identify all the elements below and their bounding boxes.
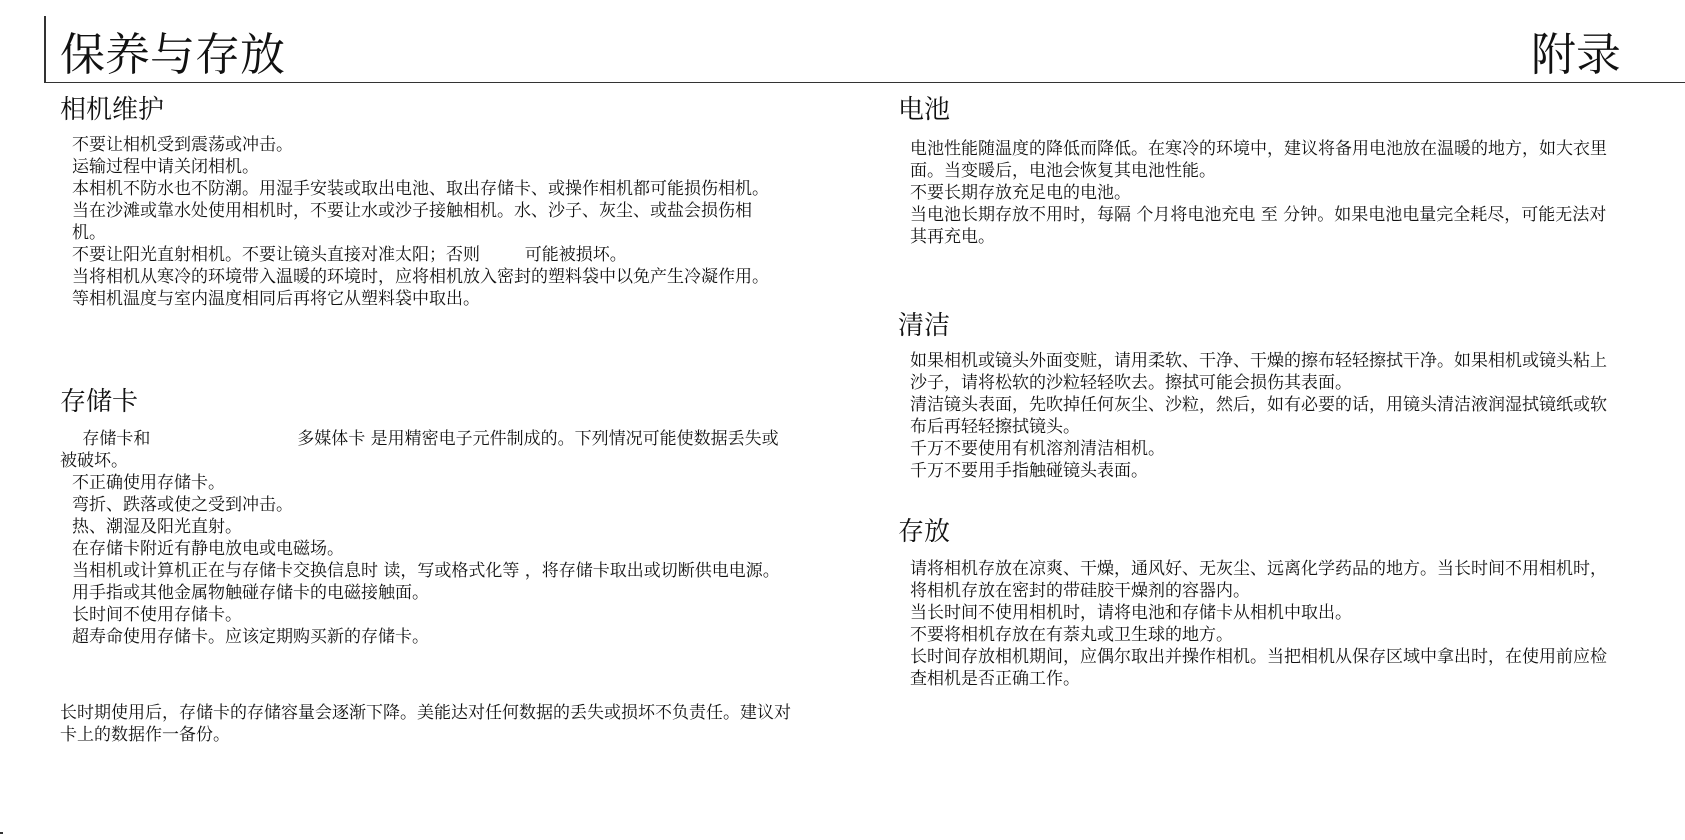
list-item: 当长时间不使用相机时，请将电池和存储卡从相机中取出。 <box>910 603 1352 623</box>
list-item: 在存储卡附近有静电放电或电磁场。 <box>72 539 344 559</box>
section-title-appendix: 附录 <box>1530 28 1621 81</box>
list-item: 当在沙滩或靠水处使用相机时，不要让水或沙子接触相机。水、沙子、灰尘、或盐会损伤相机。 <box>72 201 752 243</box>
battery-heading: 电池 <box>898 95 951 125</box>
list-item: 当相机或计算机正在与存储卡交换信息时 读，写或格式化等 ，将存储卡取出或切断供电电源。 <box>72 561 780 581</box>
list-item: 不要长期存放充足电的电池。 <box>910 183 1131 203</box>
list-item: 如果相机或镜头外面变赃，请用柔软、干净、干燥的擦布轻轻擦拭干净。如果相机或镜头粘上沙子，请将松软的沙粒轻轻吹去。擦拭可能会损伤其表面。 <box>910 351 1607 393</box>
list-item: 长时间存放相机期间，应偶尔取出并操作相机。当把相机从保存区域中拿出时，在使用前应检查相机是否正确工作。 <box>910 647 1607 689</box>
memory-card-intro: 存储卡和 多媒体卡 是用精密电子元件制成的。下列情况可能使数据丢失或被破坏。 <box>60 429 779 471</box>
list-item: 热、潮湿及阳光直射。 <box>72 517 242 537</box>
memory-card-heading: 存储卡 <box>60 387 139 417</box>
list-item: 弯折、跌落或使之受到冲击。 <box>72 495 293 515</box>
memory-card-list <box>60 472 782 648</box>
list-item: 长时间不使用存储卡。 <box>72 605 242 625</box>
camera-care-heading: 相机维护 <box>60 95 165 125</box>
list-item: 请将相机存放在凉爽、干燥，通风好、无灰尘、远离化学药品的地方。当长时间不用相机时，将相机存放在密封的带硅胶干燥剂的容器内。 <box>910 559 1607 601</box>
header-horizontal-rule <box>44 82 1685 83</box>
list-item: 不要让阳光直射相机。不要让镜头直接对准太阳；否则 可能被损坏。 <box>72 245 627 265</box>
page-title: 保养与存放 <box>60 28 286 81</box>
list-item: 不正确使用存储卡。 <box>72 473 225 493</box>
list-item: 电池性能随温度的降低而降低。在寒冷的环境中，建议将备用电池放在温暖的地方，如大衣里面。当变暖后，电池会恢复其电池性能。 <box>910 139 1607 181</box>
list-item: 千万不要使用有机溶剂清洁相机。 <box>910 439 1165 459</box>
storage-list <box>898 558 1622 690</box>
list-item: 超寿命使用存储卡。应该定期购买新的存储卡。 <box>72 627 429 647</box>
list-item: 用手指或其他金属物触碰存储卡的电磁接触面。 <box>72 583 429 603</box>
cleaning-heading: 清洁 <box>898 311 951 341</box>
list-item: 运输过程中请关闭相机。 <box>72 157 259 177</box>
memory-card-note: 长时期使用后，存储卡的存储容量会逐渐下降。美能达对任何数据的丢失或损坏不负责任。建议对卡上的数据作一备份。 <box>60 703 791 745</box>
header-vertical-rule <box>44 16 46 82</box>
corner-mark <box>0 832 3 834</box>
list-item: 清洁镜头表面，先吹掉任何灰尘、沙粒，然后，如有必要的话，用镜头清洁液润湿拭镜纸或软布后再轻轻擦拭镜头。 <box>910 395 1607 437</box>
list-item: 本相机不防水也不防潮。用湿手安装或取出电池、取出存储卡、或操作相机都可能损伤相机。 <box>72 179 769 199</box>
list-item: 千万不要用手指触碰镜头表面。 <box>910 461 1148 481</box>
list-item: 当电池长期存放不用时，每隔 个月将电池充电 至 分钟。如果电池电量完全耗尽，可能无法对其再充电。 <box>910 205 1607 247</box>
storage-heading: 存放 <box>898 517 951 547</box>
camera-care-list <box>60 134 782 310</box>
list-item: 不要将相机存放在有萘丸或卫生球的地方。 <box>910 625 1233 645</box>
cleaning-list <box>898 350 1622 482</box>
list-item: 不要让相机受到震荡或冲击。 <box>72 135 293 155</box>
battery-list <box>898 138 1622 248</box>
list-item: 当将相机从寒冷的环境带入温暖的环境时，应将相机放入密封的塑料袋中以免产生冷凝作用。等相机温度与室内温度相同后再将它从塑料袋中取出。 <box>72 267 769 309</box>
